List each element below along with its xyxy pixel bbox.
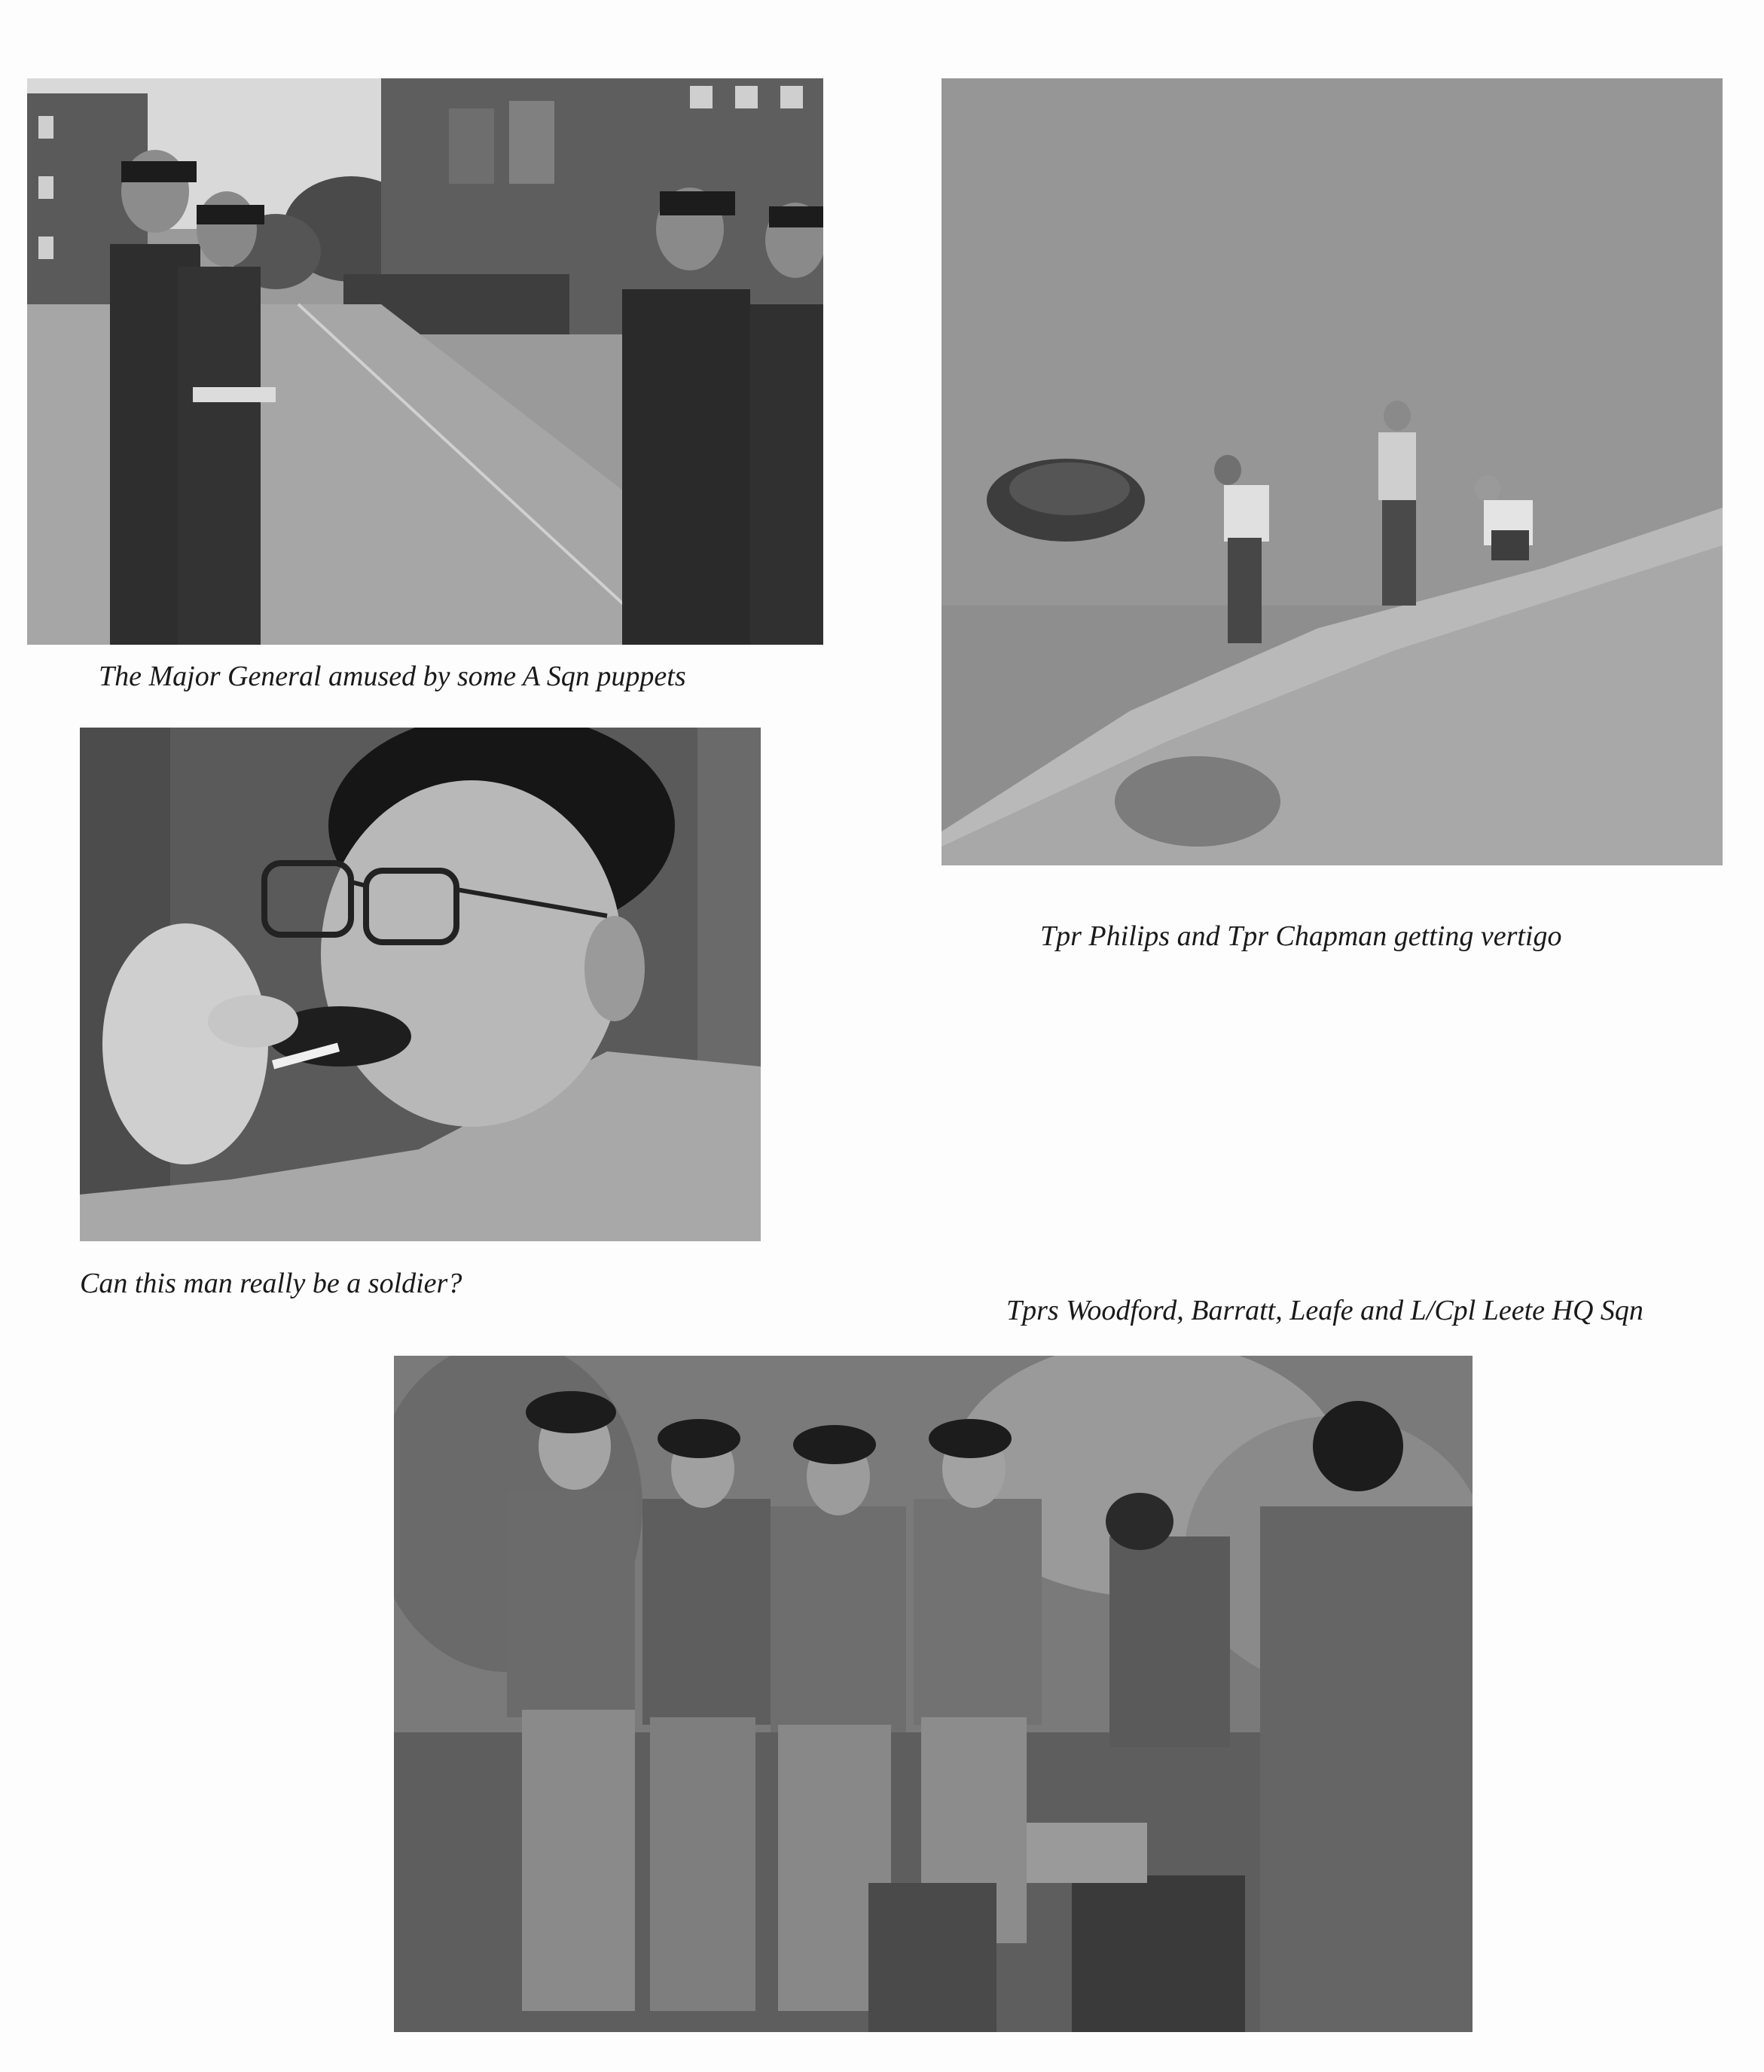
parade-photo	[27, 78, 823, 645]
smoker-caption: Can this man really be a soldier?	[80, 1268, 462, 1299]
cliff-photo	[942, 78, 1723, 865]
soldiers-group-photo	[394, 1356, 1473, 2032]
cliff-caption: Tpr Philips and Tpr Chapman getting vertigo	[1040, 920, 1562, 952]
smoker-photo	[80, 728, 761, 1241]
group-caption: Tprs Woodford, Barratt, Leafe and L/Cpl Leete HQ Sqn	[1006, 1295, 1643, 1326]
parade-caption: The Major General amused by some A Sqn puppets	[99, 661, 686, 692]
